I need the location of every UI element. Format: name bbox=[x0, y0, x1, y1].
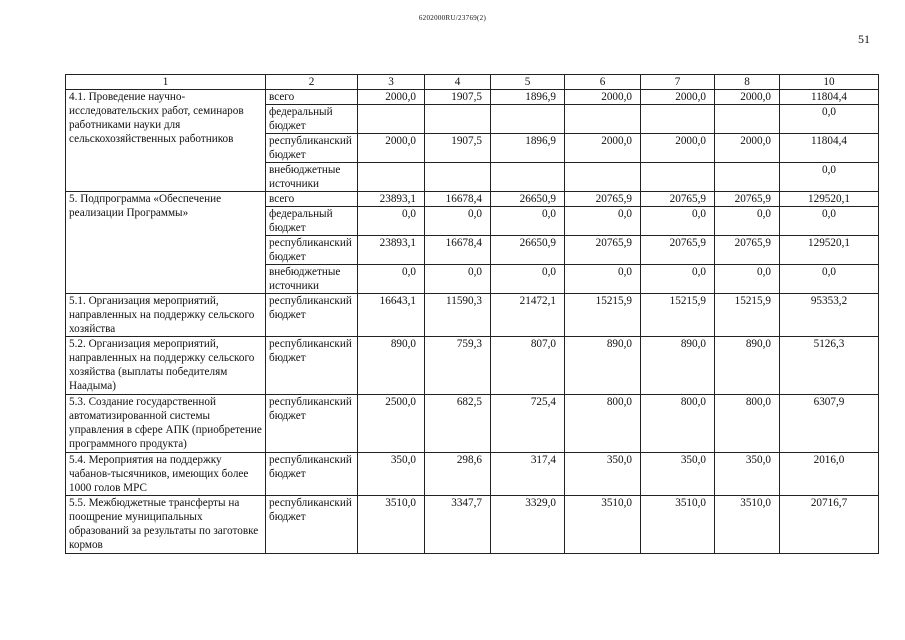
value-cell: 3510,0 bbox=[565, 496, 641, 554]
value-cell bbox=[715, 163, 780, 192]
value-cell: 890,0 bbox=[358, 337, 425, 395]
value-cell: 21472,1 bbox=[491, 294, 565, 337]
value-cell bbox=[425, 163, 491, 192]
funding-source: республиканский бюджет bbox=[266, 453, 358, 496]
value-cell: 20716,7 bbox=[780, 496, 879, 554]
funding-source: федеральный бюджет bbox=[266, 207, 358, 236]
value-cell: 20765,9 bbox=[715, 192, 780, 207]
measure-name: 5.3. Создание государственной автоматизированной системы управления в сфере АПК (приобретение программного продукта) bbox=[66, 395, 266, 453]
funding-source: республиканский бюджет bbox=[266, 294, 358, 337]
value-cell: 298,6 bbox=[425, 453, 491, 496]
table-row bbox=[66, 294, 879, 337]
column-header: 8 bbox=[715, 75, 780, 90]
value-cell: 807,0 bbox=[491, 337, 565, 395]
funding-source: республиканский бюджет bbox=[266, 134, 358, 163]
value-cell: 2000,0 bbox=[565, 90, 641, 105]
value-cell: 20765,9 bbox=[565, 236, 641, 265]
value-cell: 800,0 bbox=[641, 395, 715, 453]
value-cell: 0,0 bbox=[565, 265, 641, 294]
value-cell: 0,0 bbox=[491, 265, 565, 294]
value-cell: 15215,9 bbox=[641, 294, 715, 337]
value-cell bbox=[641, 163, 715, 192]
value-cell: 682,5 bbox=[425, 395, 491, 453]
budget-table bbox=[65, 74, 879, 554]
value-cell: 0,0 bbox=[715, 207, 780, 236]
value-cell: 95353,2 bbox=[780, 294, 879, 337]
table-body bbox=[66, 90, 879, 554]
value-cell: 800,0 bbox=[715, 395, 780, 453]
value-cell: 0,0 bbox=[641, 207, 715, 236]
value-cell: 0,0 bbox=[715, 265, 780, 294]
measure-name: 5. Подпрограмма «Обеспечение реализации Программы» bbox=[66, 192, 266, 294]
value-cell bbox=[641, 105, 715, 134]
value-cell: 2000,0 bbox=[715, 134, 780, 163]
value-cell: 2000,0 bbox=[358, 134, 425, 163]
column-header: 5 bbox=[491, 75, 565, 90]
column-number-row bbox=[66, 75, 879, 90]
value-cell bbox=[715, 105, 780, 134]
value-cell bbox=[491, 163, 565, 192]
value-cell: 890,0 bbox=[565, 337, 641, 395]
value-cell: 0,0 bbox=[780, 265, 879, 294]
value-cell: 0,0 bbox=[641, 265, 715, 294]
value-cell: 20765,9 bbox=[715, 236, 780, 265]
value-cell: 0,0 bbox=[780, 105, 879, 134]
table-row bbox=[66, 337, 879, 395]
value-cell: 2000,0 bbox=[358, 90, 425, 105]
table-row bbox=[66, 453, 879, 496]
value-cell bbox=[491, 105, 565, 134]
value-cell: 0,0 bbox=[780, 163, 879, 192]
value-cell: 0,0 bbox=[425, 265, 491, 294]
value-cell: 26650,9 bbox=[491, 192, 565, 207]
funding-source: всего bbox=[266, 90, 358, 105]
column-header: 2 bbox=[266, 75, 358, 90]
funding-source: республиканский бюджет bbox=[266, 395, 358, 453]
column-header: 10 bbox=[780, 75, 879, 90]
value-cell: 20765,9 bbox=[641, 236, 715, 265]
value-cell: 26650,9 bbox=[491, 236, 565, 265]
funding-source: внебюджетные источники bbox=[266, 163, 358, 192]
value-cell: 2016,0 bbox=[780, 453, 879, 496]
value-cell: 11804,4 bbox=[780, 134, 879, 163]
value-cell: 0,0 bbox=[491, 207, 565, 236]
value-cell: 3510,0 bbox=[641, 496, 715, 554]
value-cell: 2500,0 bbox=[358, 395, 425, 453]
value-cell: 3510,0 bbox=[715, 496, 780, 554]
value-cell bbox=[425, 105, 491, 134]
document-id: 6202000RU/23769(2) bbox=[418, 14, 487, 22]
value-cell: 6307,9 bbox=[780, 395, 879, 453]
value-cell bbox=[565, 105, 641, 134]
value-cell: 11590,3 bbox=[425, 294, 491, 337]
value-cell: 15215,9 bbox=[565, 294, 641, 337]
table-row bbox=[66, 395, 879, 453]
value-cell: 2000,0 bbox=[715, 90, 780, 105]
value-cell: 5126,3 bbox=[780, 337, 879, 395]
value-cell: 890,0 bbox=[641, 337, 715, 395]
value-cell: 0,0 bbox=[425, 207, 491, 236]
value-cell: 0,0 bbox=[358, 207, 425, 236]
value-cell bbox=[565, 163, 641, 192]
value-cell: 129520,1 bbox=[780, 192, 879, 207]
value-cell: 0,0 bbox=[565, 207, 641, 236]
value-cell: 317,4 bbox=[491, 453, 565, 496]
value-cell: 759,3 bbox=[425, 337, 491, 395]
column-header: 4 bbox=[425, 75, 491, 90]
value-cell: 2000,0 bbox=[641, 90, 715, 105]
value-cell: 350,0 bbox=[358, 453, 425, 496]
value-cell: 350,0 bbox=[641, 453, 715, 496]
column-header: 1 bbox=[66, 75, 266, 90]
value-cell: 350,0 bbox=[715, 453, 780, 496]
value-cell: 1896,9 bbox=[491, 90, 565, 105]
funding-source: всего bbox=[266, 192, 358, 207]
value-cell: 16678,4 bbox=[425, 236, 491, 265]
measure-name: 5.1. Организация мероприятий, направленных на поддержку сельского хозяйства bbox=[66, 294, 266, 337]
value-cell: 16643,1 bbox=[358, 294, 425, 337]
value-cell: 350,0 bbox=[565, 453, 641, 496]
column-header: 6 bbox=[565, 75, 641, 90]
value-cell: 1896,9 bbox=[491, 134, 565, 163]
funding-source: федеральный бюджет bbox=[266, 105, 358, 134]
value-cell: 2000,0 bbox=[565, 134, 641, 163]
value-cell: 3347,7 bbox=[425, 496, 491, 554]
page-number: 51 bbox=[858, 32, 870, 46]
value-cell: 725,4 bbox=[491, 395, 565, 453]
measure-name: 5.4. Мероприятия на поддержку чабанов-тысячников, имеющих более 1000 голов МРС bbox=[66, 453, 266, 496]
value-cell: 2000,0 bbox=[641, 134, 715, 163]
value-cell: 20765,9 bbox=[565, 192, 641, 207]
table-row bbox=[66, 496, 879, 554]
funding-source: внебюджетные источники bbox=[266, 265, 358, 294]
value-cell: 11804,4 bbox=[780, 90, 879, 105]
value-cell: 1907,5 bbox=[425, 90, 491, 105]
value-cell: 16678,4 bbox=[425, 192, 491, 207]
value-cell: 800,0 bbox=[565, 395, 641, 453]
value-cell: 0,0 bbox=[780, 207, 879, 236]
table-row bbox=[66, 90, 879, 105]
value-cell: 1907,5 bbox=[425, 134, 491, 163]
value-cell bbox=[358, 105, 425, 134]
table-row bbox=[66, 192, 879, 207]
value-cell: 20765,9 bbox=[641, 192, 715, 207]
value-cell bbox=[358, 163, 425, 192]
column-header: 3 bbox=[358, 75, 425, 90]
funding-source: республиканский бюджет bbox=[266, 496, 358, 554]
funding-source: республиканский бюджет bbox=[266, 337, 358, 395]
value-cell: 890,0 bbox=[715, 337, 780, 395]
value-cell: 3329,0 bbox=[491, 496, 565, 554]
measure-name: 4.1. Проведение научно-исследовательских работ, семинаров работниками науки для сельскохозяйственных работников bbox=[66, 90, 266, 192]
value-cell: 129520,1 bbox=[780, 236, 879, 265]
value-cell: 0,0 bbox=[358, 265, 425, 294]
column-header: 7 bbox=[641, 75, 715, 90]
measure-name: 5.2. Организация мероприятий, направленных на поддержку сельского хозяйства (выплаты победителям Наадыма) bbox=[66, 337, 266, 395]
funding-source: республиканский бюджет bbox=[266, 236, 358, 265]
value-cell: 23893,1 bbox=[358, 236, 425, 265]
measure-name: 5.5. Межбюджетные трансферты на поощрение муниципальных образований за результаты по заготовке кормов bbox=[66, 496, 266, 554]
value-cell: 15215,9 bbox=[715, 294, 780, 337]
value-cell: 23893,1 bbox=[358, 192, 425, 207]
value-cell: 3510,0 bbox=[358, 496, 425, 554]
